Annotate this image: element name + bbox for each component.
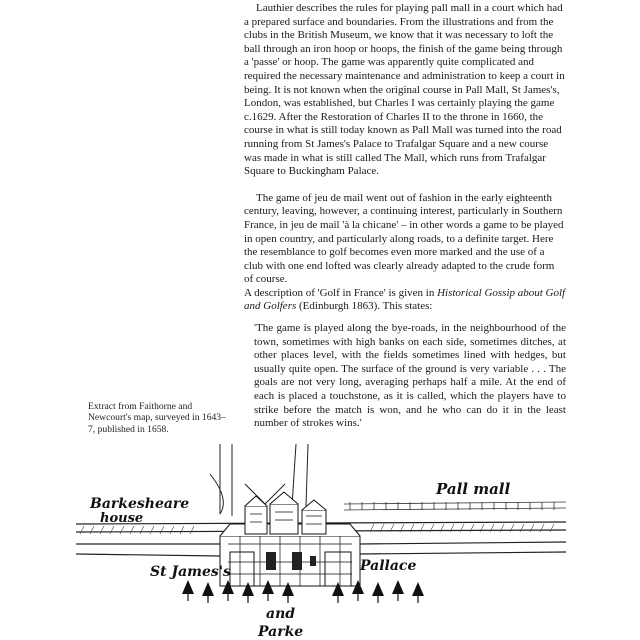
main-text-column (244, 2, 566, 431)
label-and: and (266, 606, 296, 622)
label-pallace: Pallace (360, 558, 417, 574)
citation-tail: (Edinburgh 1863). This states: (296, 300, 433, 313)
label-barkesheare-house: house (100, 511, 144, 526)
book-title: Historical Gossip about Golf and Golfers (244, 286, 566, 313)
paragraph-lauthier: Lauthier describes the rules for playing pall mall in a court which had a prepared surface and boundaries. From the illustrations and from the clubs in the British Museum, we know that it was necessary to loft the ball through an iron hoop or hoops, the finish of the game being through a 'passe' or hoop. The game was apparently quite complicated and required the necessary maintenance and administration to keep a court in being. It is not known when the original course in Pall Mall, St James's, London, was established, but Charles I was certainly playing the game c.1629. After the Restoration of Charles II to the throne in 1660, the course in what is still today known as Pall Mall was turned into the road running from St James's Palace to Trafalgar Square and a new course was made in what is still called The Mall, which runs from Trafalgar Square to Buckingham Palace. (244, 2, 565, 178)
label-st-james: St James's (150, 564, 231, 580)
historic-map-illustration (70, 444, 570, 640)
label-barkesheare: Barkesheare (90, 496, 190, 512)
paragraph-golf-in-france (244, 287, 566, 314)
block-quote: 'The game is played along the bye-roads, in the neighbourhood of the town, sometimes with high banks on each side, sometimes ditches, at other places level, with the fields sometimes lined with hedges, but usually quite open. The surface of the ground is very variable . . . The goals are not very long, averaging perhaps half a mile. At the end of each is placed a touchstone, as it is called, which the players have to strike before the match is won, and he who can do it in the least number of strokes wins.' (254, 322, 566, 430)
paragraph-jeu-de-mail: The game of jeu de mail went out of fashion in the early eighteenth century, leaving, however, a continuing interest, particularly in Southern France, in jeu de mail 'à la chicane' – in other words a game to be played in open country, and particularly along roads, to a definite target. Here the resemblance to golf becomes even more marked and the use of a club with one end lofted was clearly already adapted to the crude form of course. (244, 191, 564, 286)
label-pall-mall: Pall mall (436, 480, 511, 498)
map-engraving (70, 444, 570, 640)
palace-buildings (220, 492, 360, 586)
label-parke: Parke (258, 624, 304, 640)
map-caption: Extract from Faithorne and Newcourt's map, surveyed in 1643–7, published in 1658. (88, 401, 226, 435)
citation-lead: A description of 'Golf in France' is given in (244, 286, 438, 299)
